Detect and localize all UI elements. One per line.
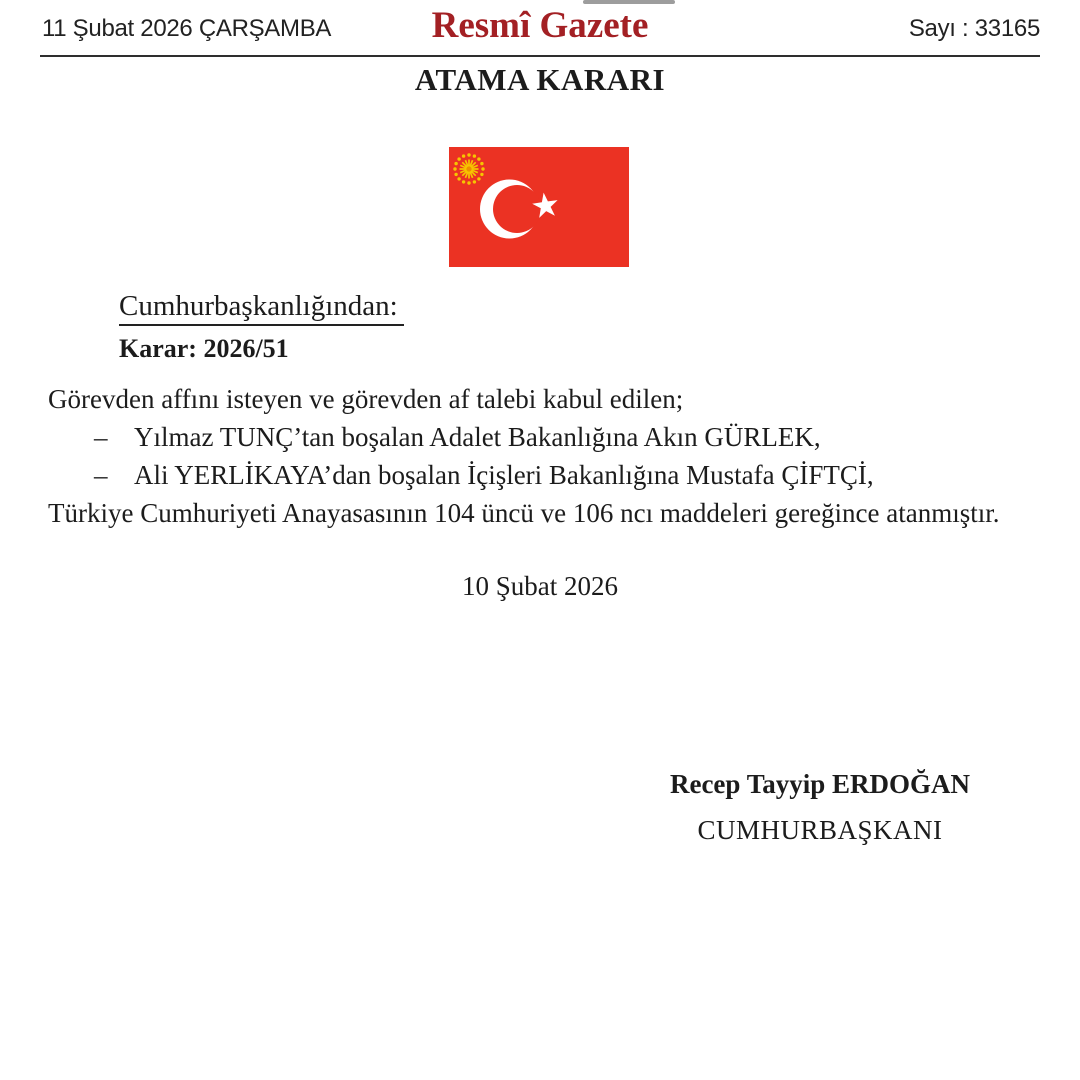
flag-graphic [449,147,629,267]
list-dash: – [94,460,108,490]
presidential-seal-sun-icon [460,160,479,179]
appointment-item-text: Ali YERLİKAYA’dan boşalan İçişleri Bakanlığına Mustafa ÇİFTÇİ, [134,460,874,490]
president-title: CUMHURBAŞKANI [697,815,943,845]
appointment-item [48,456,1038,494]
list-dash: – [94,422,108,452]
turkish-presidential-flag-image [449,147,629,267]
header-divider [40,55,1040,57]
issuing-authority: Cumhurbaşkanlığından: [119,290,404,326]
decree-body [48,380,1038,532]
decree-title: ATAMA KARARI [414,62,666,97]
decree-closing-line: Türkiye Cumhuriyeti Anayasasının 104 üncü ve 106 ncı maddeleri gereğince atanmıştır. [48,498,1000,528]
appointment-item-text: Yılmaz TUNÇ’tan boşalan Adalet Bakanlığına Akın GÜRLEK, [134,422,821,452]
appointment-item [48,418,1038,456]
decision-number: Karar: 2026/51 [119,334,289,363]
gazette-date: 11 Şubat 2026 ÇARŞAMBA [42,15,332,42]
decree-intro-line: Görevden affını isteyen ve görevden af talebi kabul edilen; [48,384,684,414]
decree-date: 10 Şubat 2026 [461,571,618,601]
president-name: Recep Tayyip ERDOĞAN [669,769,971,799]
gazette-masthead: Resmî Gazete [431,5,649,46]
gazette-issue-number: Sayı : 33165 [908,15,1040,42]
issuing-authority-wrap [119,290,404,326]
signature-block [600,768,1040,846]
